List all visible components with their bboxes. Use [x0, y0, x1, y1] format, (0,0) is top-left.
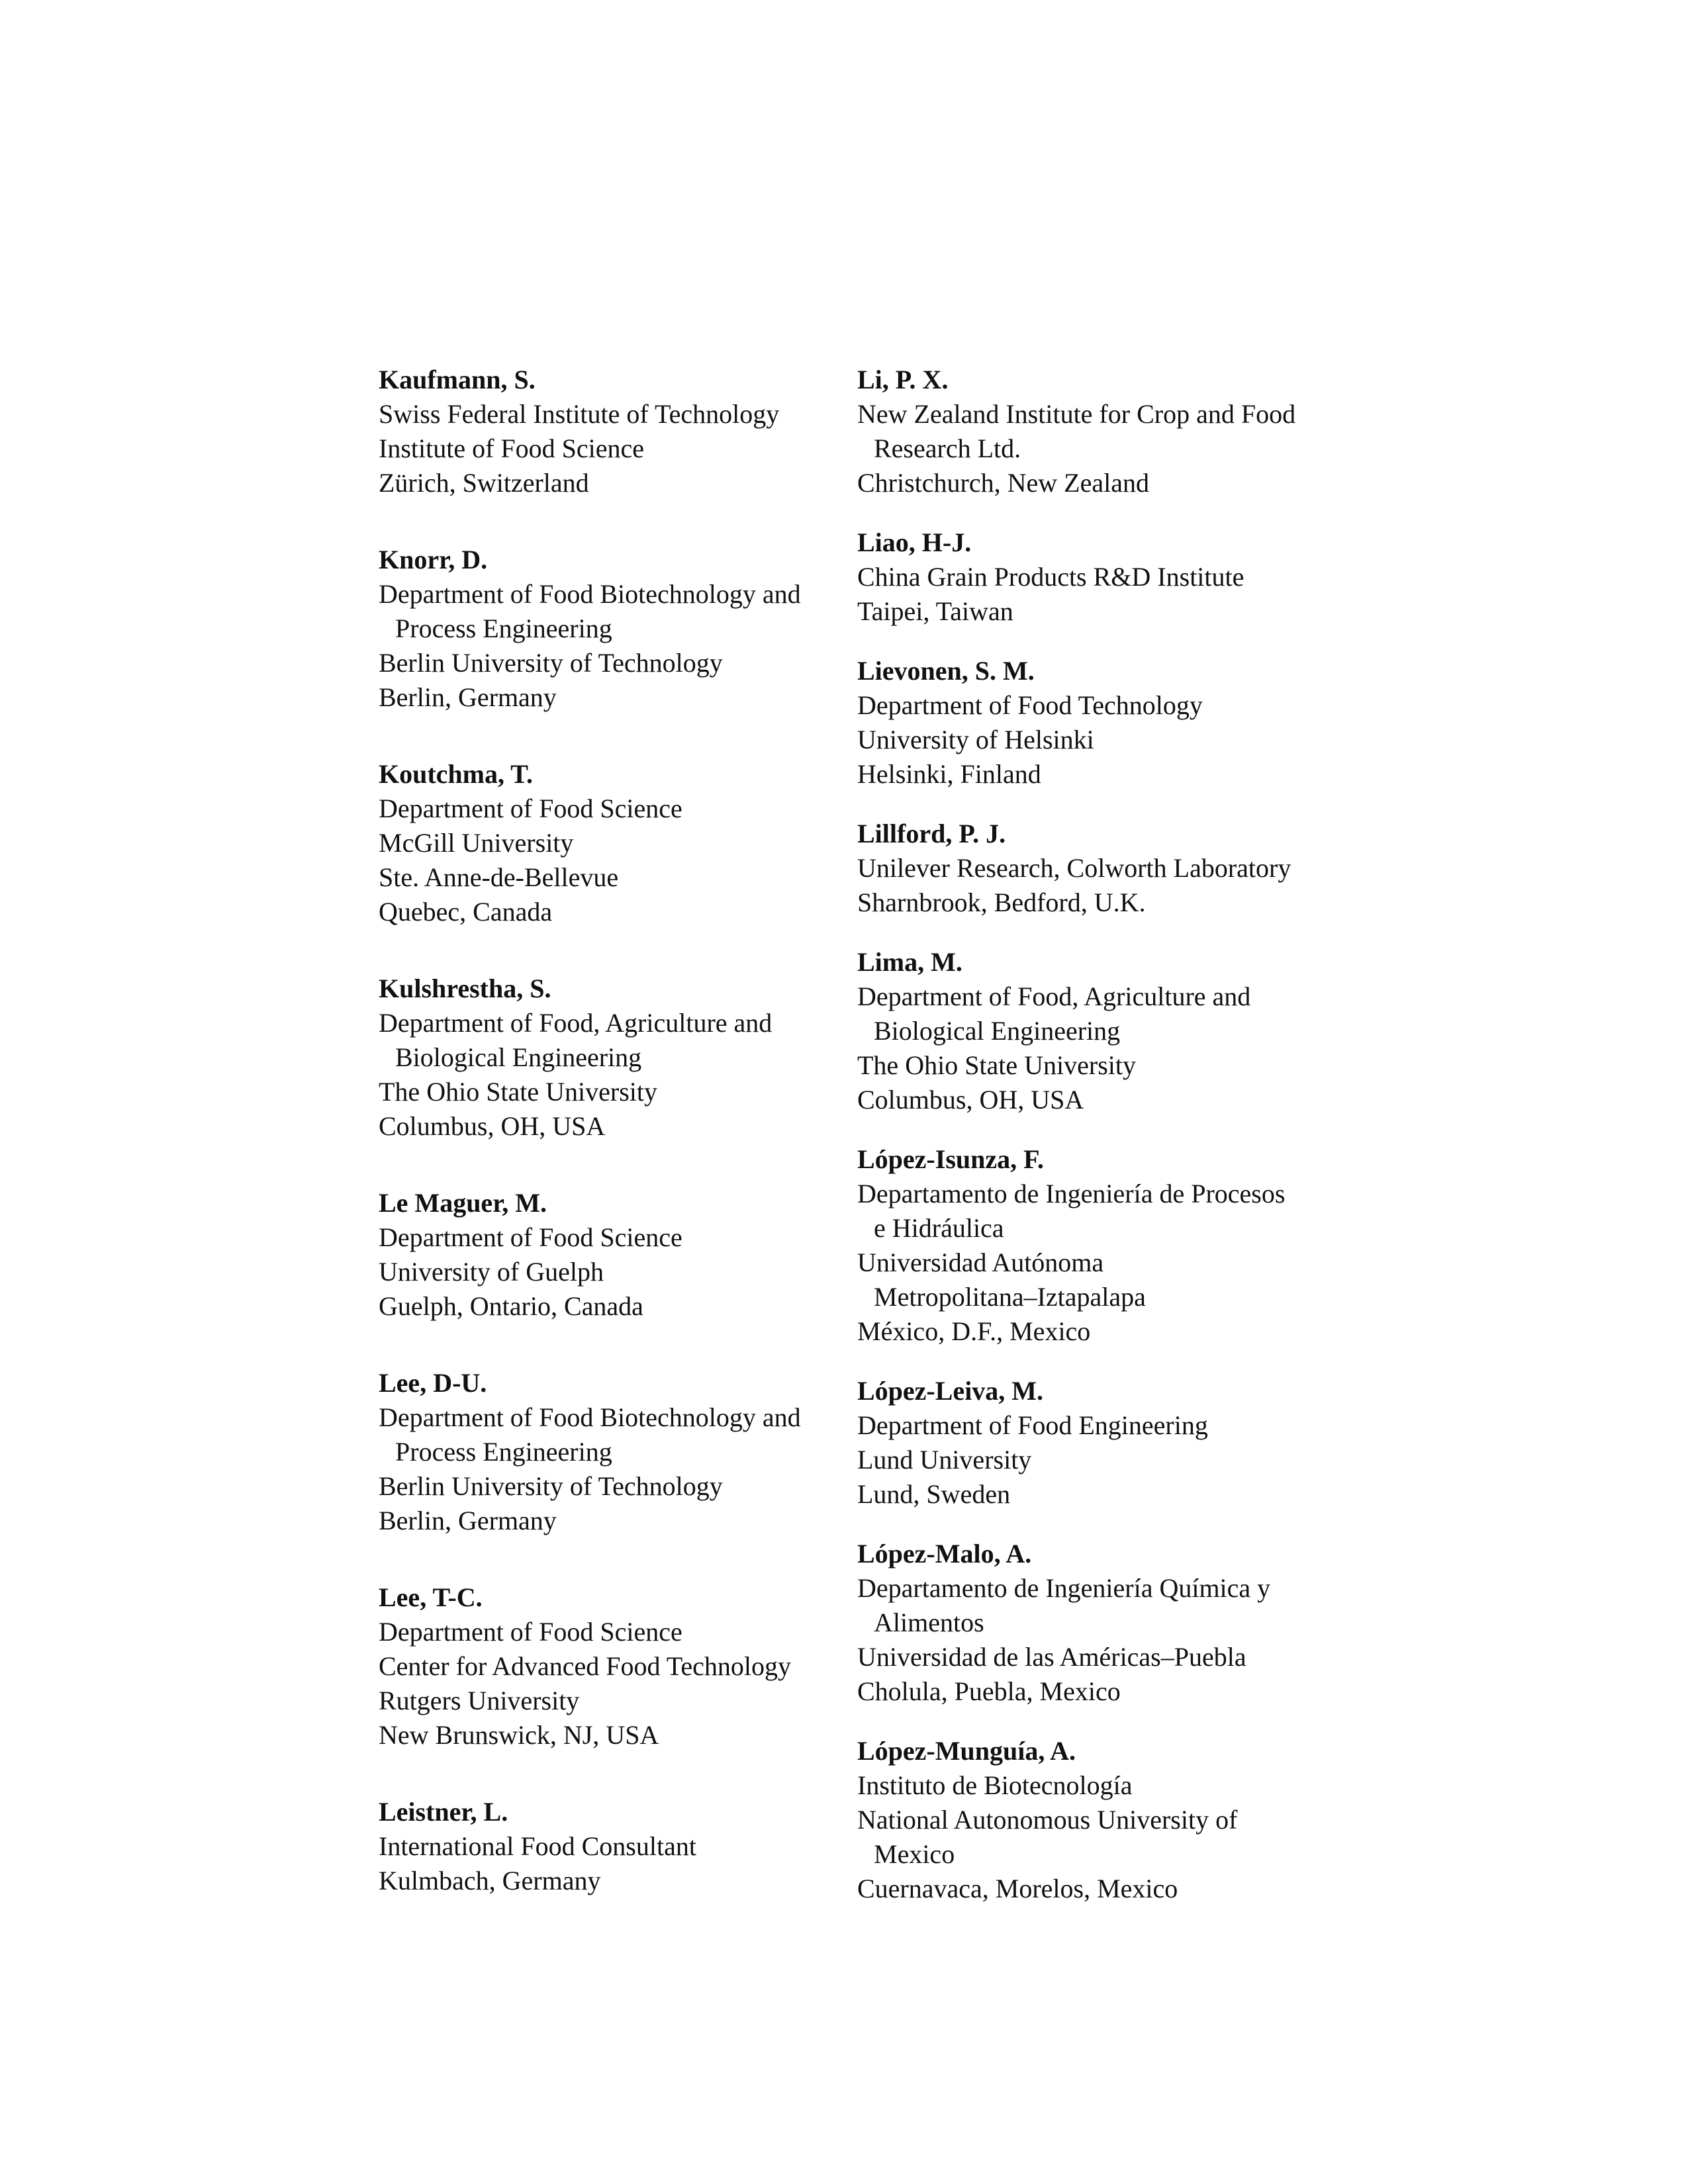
contributor-entry [379, 972, 855, 1144]
contributor-name: López-Isunza, F. [857, 1144, 1044, 1174]
contributor-entry [857, 1734, 1334, 1906]
affiliation-line: Alimentos [874, 1608, 984, 1637]
affiliation-line: Zürich, Switzerland [379, 468, 589, 498]
affiliation-line: McGill University [379, 828, 574, 858]
affiliation-line: The Ohio State University [379, 1077, 658, 1107]
contributor-entry [857, 1374, 1334, 1512]
affiliation-line: Department of Food Science [379, 1222, 682, 1252]
affiliation-line: Department of Food Engineering [857, 1410, 1208, 1440]
affiliation-line: Mexico [874, 1839, 955, 1869]
affiliation-line: Christchurch, New Zealand [857, 468, 1149, 498]
affiliation-line: Cuernavaca, Morelos, Mexico [857, 1874, 1178, 1903]
contributor-name: Knorr, D. [379, 545, 488, 574]
affiliation-line: Swiss Federal Institute of Technology [379, 399, 780, 429]
contributor-entry [857, 525, 1334, 629]
contributor-entry [857, 1142, 1334, 1349]
contributor-name: Koutchma, T. [379, 759, 533, 789]
affiliation-line: Berlin University of Technology [379, 1471, 723, 1501]
affiliation-line: Rutgers University [379, 1686, 580, 1715]
affiliation-line: Department of Food Technology [857, 690, 1203, 720]
affiliation-line: China Grain Products R&D Institute [857, 562, 1244, 592]
contributor-name: López-Munguía, A. [857, 1736, 1076, 1766]
affiliation-line: University of Helsinki [857, 725, 1094, 754]
affiliation-line: Process Engineering [395, 614, 612, 643]
affiliation-line: New Zealand Institute for Crop and Food [857, 399, 1296, 429]
affiliation-line: Department of Food Science [379, 1617, 682, 1647]
affiliation-line: Departamento de Ingeniería de Procesos [857, 1179, 1286, 1208]
affiliation-line: Department of Food Biotechnology and [379, 579, 801, 609]
affiliation-line: Helsinki, Finland [857, 759, 1041, 789]
affiliation-line: Institute of Food Science [379, 433, 645, 463]
affiliation-line: Ste. Anne-de-Bellevue [379, 862, 619, 892]
affiliation-line: Kulmbach, Germany [379, 1866, 601, 1895]
affiliation-line: The Ohio State University [857, 1050, 1137, 1080]
affiliation-line: Lund University [857, 1445, 1032, 1475]
affiliation-line: Research Ltd. [874, 433, 1021, 463]
contributor-name: Li, P. X. [857, 365, 949, 394]
affiliation-line: Process Engineering [395, 1437, 612, 1467]
contributor-entry [379, 1366, 855, 1538]
contributor-name: Lievonen, S. M. [857, 656, 1035, 686]
affiliation-line: Department of Food Biotechnology and [379, 1402, 801, 1432]
contributor-name: López-Malo, A. [857, 1539, 1032, 1569]
contributor-entry [379, 1580, 855, 1752]
affiliation-line: Departamento de Ingeniería Química y [857, 1573, 1271, 1603]
contributor-name: Lillford, P. J. [857, 819, 1006, 848]
contributor-name: Le Maguer, M. [379, 1188, 547, 1218]
contributor-entry [857, 817, 1334, 920]
affiliation-line: Center for Advanced Food Technology [379, 1651, 791, 1681]
contributor-name: Lee, D-U. [379, 1368, 487, 1398]
affiliation-line: Unilever Research, Colworth Laboratory [857, 853, 1291, 883]
contributor-name: López-Leiva, M. [857, 1376, 1044, 1406]
affiliation-line: Cholula, Puebla, Mexico [857, 1676, 1121, 1706]
affiliation-line: Berlin, Germany [379, 682, 557, 712]
affiliation-line: Universidad Autónoma [857, 1248, 1104, 1277]
contributor-entry [379, 757, 855, 929]
affiliation-line: Lund, Sweden [857, 1479, 1011, 1509]
affiliation-line: Department of Food, Agriculture and [379, 1008, 773, 1038]
affiliation-line: National Autonomous University of [857, 1805, 1238, 1835]
affiliation-line: International Food Consultant [379, 1831, 696, 1861]
affiliation-line: Biological Engineering [395, 1042, 642, 1072]
affiliation-line: Department of Food, Agriculture and [857, 981, 1251, 1011]
contributor-name: Leistner, L. [379, 1797, 508, 1827]
contributor-entry [857, 1537, 1334, 1709]
contributor-name: Kaufmann, S. [379, 365, 536, 394]
contributor-name: Lima, M. [857, 947, 962, 977]
affiliation-line: Columbus, OH, USA [857, 1085, 1084, 1115]
contributor-entry [857, 654, 1334, 792]
affiliation-line: Instituto de Biotecnología [857, 1770, 1133, 1800]
contributor-name: Lee, T-C. [379, 1582, 483, 1612]
affiliation-line: Quebec, Canada [379, 897, 553, 927]
contributor-entry [379, 363, 855, 500]
affiliation-line: Guelph, Ontario, Canada [379, 1291, 643, 1321]
contributor-entry [857, 363, 1334, 500]
contributors-left-column [379, 363, 855, 1940]
affiliation-line: Berlin University of Technology [379, 648, 723, 678]
contributor-name: Liao, H-J. [857, 527, 972, 557]
contributors-right-column [857, 363, 1334, 1931]
affiliation-line: Metropolitana–Iztapalapa [874, 1282, 1146, 1312]
affiliation-line: Sharnbrook, Bedford, U.K. [857, 887, 1146, 917]
affiliation-line: University of Guelph [379, 1257, 604, 1287]
contributor-entry [379, 543, 855, 715]
affiliation-line: Department of Food Science [379, 794, 682, 823]
affiliation-line: New Brunswick, NJ, USA [379, 1720, 659, 1750]
affiliation-line: Taipei, Taiwan [857, 596, 1013, 626]
contributor-name: Kulshrestha, S. [379, 974, 551, 1003]
affiliation-line: Berlin, Germany [379, 1506, 557, 1535]
contributor-entry [857, 945, 1334, 1117]
contributor-entry [379, 1186, 855, 1324]
affiliation-line: México, D.F., Mexico [857, 1316, 1091, 1346]
affiliation-line: e Hidráulica [874, 1213, 1004, 1243]
contributor-entry [379, 1795, 855, 1898]
affiliation-line: Biological Engineering [874, 1016, 1121, 1046]
affiliation-line: Universidad de las Américas–Puebla [857, 1642, 1246, 1672]
affiliation-line: Columbus, OH, USA [379, 1111, 606, 1141]
